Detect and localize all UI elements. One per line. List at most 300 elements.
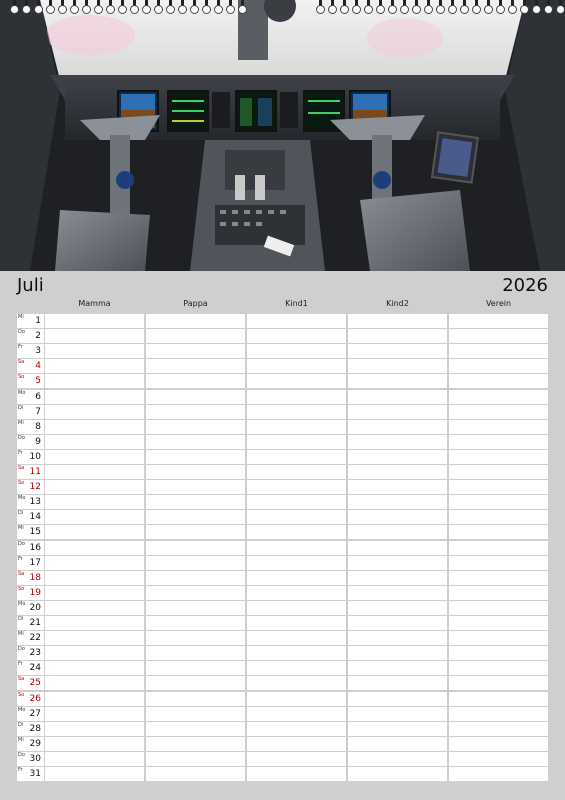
day-number: 31 — [29, 769, 41, 779]
entry-cell-kind1[interactable] — [247, 737, 346, 751]
entry-cell-pappa[interactable] — [146, 646, 245, 660]
entry-cell-pappa[interactable] — [146, 465, 245, 479]
entry-cell-verein[interactable] — [449, 510, 548, 524]
day-row — [17, 586, 548, 600]
entry-cell-verein[interactable] — [449, 405, 548, 419]
entry-cell-kind2[interactable] — [348, 571, 447, 585]
day-row — [17, 465, 548, 479]
entry-cell-verein[interactable] — [449, 722, 548, 736]
entry-cell-pappa[interactable] — [146, 359, 245, 373]
entry-cell-kind2[interactable] — [348, 586, 447, 600]
entry-cell-pappa[interactable] — [146, 601, 245, 615]
day-number: 28 — [29, 723, 41, 734]
entry-cell-mamma[interactable] — [45, 359, 144, 373]
binding-hole — [364, 5, 373, 14]
day-row — [17, 631, 548, 645]
entry-cell-kind1[interactable] — [247, 525, 346, 539]
day-label-cell — [17, 450, 44, 464]
cockpit-photo — [0, 0, 565, 271]
entry-cell-verein[interactable] — [449, 359, 548, 373]
binding-hole — [190, 5, 199, 14]
day-number: 16 — [29, 542, 41, 553]
day-number: 6 — [35, 391, 41, 402]
entry-cell-kind2[interactable] — [348, 631, 447, 645]
weekday-label: Di — [18, 721, 24, 728]
day-label-cell — [17, 510, 44, 524]
binding-hole — [484, 5, 493, 14]
entry-cell-verein[interactable] — [449, 525, 548, 539]
entry-cell-kind1[interactable] — [247, 450, 346, 464]
entry-cell-mamma[interactable] — [45, 586, 144, 600]
day-label-cell — [17, 767, 44, 781]
entry-cell-pappa[interactable] — [146, 405, 245, 419]
entry-cell-kind2[interactable] — [348, 450, 447, 464]
entry-cell-kind1[interactable] — [247, 435, 346, 449]
binding-hole — [532, 5, 541, 14]
entry-cell-pappa[interactable] — [146, 752, 245, 766]
entry-cell-verein[interactable] — [449, 450, 548, 464]
entry-cell-kind2[interactable] — [348, 601, 447, 615]
day-label-cell — [17, 676, 44, 690]
weekday-label: Do — [18, 646, 25, 653]
day-number: 20 — [29, 602, 41, 613]
weekday-label: Mi — [18, 419, 24, 426]
day-row — [17, 510, 548, 524]
weekday-label: Fr — [18, 449, 23, 456]
entry-cell-kind2[interactable] — [348, 465, 447, 479]
binding-hole — [142, 5, 151, 14]
entry-cell-mamma[interactable] — [45, 465, 144, 479]
entry-cell-verein[interactable] — [449, 390, 548, 404]
entry-cell-kind2[interactable] — [348, 405, 447, 419]
entry-cell-mamma[interactable] — [45, 510, 144, 524]
entry-cell-pappa[interactable] — [146, 541, 245, 555]
entry-cell-mamma[interactable] — [45, 329, 144, 343]
entry-cell-pappa[interactable] — [146, 707, 245, 721]
entry-cell-mamma[interactable] — [45, 390, 144, 404]
entry-cell-pappa[interactable] — [146, 586, 245, 600]
day-row — [17, 601, 548, 615]
binding-hole — [10, 5, 19, 14]
entry-cell-pappa[interactable] — [146, 692, 245, 706]
binding-hole — [34, 5, 43, 14]
entry-cell-verein[interactable] — [449, 556, 548, 570]
entry-cell-kind1[interactable] — [247, 344, 346, 358]
entry-cell-kind2[interactable] — [348, 676, 447, 690]
entry-cell-verein[interactable] — [449, 435, 548, 449]
entry-cell-kind1[interactable] — [247, 420, 346, 434]
weekday-label: Sa — [18, 570, 25, 577]
entry-cell-kind1[interactable] — [247, 601, 346, 615]
entry-cell-kind2[interactable] — [348, 616, 447, 630]
entry-cell-pappa[interactable] — [146, 737, 245, 751]
weekday-label: Mi — [18, 736, 24, 743]
entry-cell-kind1[interactable] — [247, 405, 346, 419]
entry-cell-kind2[interactable] — [348, 646, 447, 660]
entry-cell-mamma[interactable] — [45, 571, 144, 585]
weekday-label: Do — [18, 540, 25, 547]
day-row — [17, 314, 548, 328]
entry-cell-verein[interactable] — [449, 767, 548, 781]
day-number: 19 — [29, 587, 41, 598]
entry-cell-verein[interactable] — [449, 737, 548, 751]
day-number: 11 — [29, 467, 41, 477]
entry-cell-pappa[interactable] — [146, 767, 245, 781]
day-number: 18 — [29, 572, 41, 583]
day-row — [17, 405, 548, 419]
entry-cell-pappa[interactable] — [146, 435, 245, 449]
binding-hole — [424, 5, 433, 14]
entry-cell-verein[interactable] — [449, 314, 548, 328]
entry-cell-pappa[interactable] — [146, 329, 245, 343]
day-number: 23 — [29, 648, 41, 659]
entry-cell-kind1[interactable] — [247, 722, 346, 736]
binding-hole — [340, 5, 349, 14]
entry-cell-mamma[interactable] — [45, 556, 144, 570]
entry-cell-pappa[interactable] — [146, 556, 245, 570]
entry-cell-verein[interactable] — [449, 541, 548, 555]
entry-cell-mamma[interactable] — [45, 344, 144, 358]
weekday-label: Mo — [18, 495, 26, 502]
entry-cell-kind1[interactable] — [247, 631, 346, 645]
entry-cell-verein[interactable] — [449, 571, 548, 585]
entry-cell-pappa[interactable] — [146, 390, 245, 404]
day-number: 24 — [29, 663, 41, 674]
entry-cell-verein[interactable] — [449, 752, 548, 766]
binding-hole — [508, 5, 517, 14]
entry-cell-kind1[interactable] — [247, 616, 346, 630]
entry-cell-mamma[interactable] — [45, 646, 144, 660]
day-row — [17, 737, 548, 751]
calendar — [0, 271, 565, 800]
entry-cell-kind1[interactable] — [247, 661, 346, 675]
entry-cell-pappa[interactable] — [146, 314, 245, 328]
day-number: 15 — [29, 527, 41, 538]
entry-cell-kind1[interactable] — [247, 556, 346, 570]
day-row — [17, 722, 548, 736]
entry-cell-kind1[interactable] — [247, 480, 346, 494]
day-label-cell — [17, 359, 44, 373]
entry-cell-kind2[interactable] — [348, 374, 447, 388]
entry-cell-pappa[interactable] — [146, 420, 245, 434]
weekday-label: Do — [18, 329, 25, 336]
binding-hole — [400, 5, 409, 14]
day-label-cell — [17, 495, 44, 509]
day-label-cell — [17, 631, 44, 645]
binding-hole — [202, 5, 211, 14]
day-number: 4 — [35, 361, 41, 372]
entry-cell-pappa[interactable] — [146, 344, 245, 358]
column-header-mamma: Mamma — [78, 299, 111, 308]
day-number: 27 — [29, 708, 41, 719]
entry-cell-kind2[interactable] — [348, 480, 447, 494]
entry-cell-pappa[interactable] — [146, 495, 245, 509]
entry-cell-pappa[interactable] — [146, 510, 245, 524]
day-row — [17, 495, 548, 509]
entry-cell-kind1[interactable] — [247, 329, 346, 343]
binding-hole — [82, 5, 91, 14]
entry-cell-kind1[interactable] — [247, 510, 346, 524]
binding-hole — [448, 5, 457, 14]
binding-hole — [436, 5, 445, 14]
entry-cell-mamma[interactable] — [45, 405, 144, 419]
binding-hole — [352, 5, 361, 14]
day-row — [17, 359, 548, 373]
entry-cell-kind2[interactable] — [348, 707, 447, 721]
weekday-label: So — [18, 480, 25, 487]
day-number: 1 — [35, 316, 41, 326]
day-row — [17, 646, 548, 660]
binding-hole — [178, 5, 187, 14]
entry-cell-kind1[interactable] — [247, 541, 346, 555]
weekday-label: Fr — [18, 661, 23, 668]
entry-cell-pappa[interactable] — [146, 374, 245, 388]
entry-cell-verein[interactable] — [449, 480, 548, 494]
entry-cell-mamma[interactable] — [45, 737, 144, 751]
entry-cell-mamma[interactable] — [45, 601, 144, 615]
entry-cell-mamma[interactable] — [45, 374, 144, 388]
binding-hole — [520, 5, 529, 14]
binding-hole — [388, 5, 397, 14]
entry-cell-kind2[interactable] — [348, 752, 447, 766]
binding-hole — [412, 5, 421, 14]
entry-cell-mamma[interactable] — [45, 752, 144, 766]
day-number: 13 — [29, 497, 41, 508]
entry-cell-pappa[interactable] — [146, 676, 245, 690]
day-row — [17, 374, 548, 388]
weekday-label: So — [18, 691, 25, 698]
entry-cell-verein[interactable] — [449, 495, 548, 509]
day-row — [17, 390, 548, 404]
binding-hole — [70, 5, 79, 14]
entry-cell-mamma[interactable] — [45, 676, 144, 690]
entry-cell-kind2[interactable] — [348, 692, 447, 706]
binding-hole — [106, 5, 115, 14]
entry-cell-verein[interactable] — [449, 374, 548, 388]
entry-cell-kind1[interactable] — [247, 707, 346, 721]
day-number: 2 — [35, 331, 41, 342]
entry-cell-mamma[interactable] — [45, 314, 144, 328]
day-label-cell — [17, 707, 44, 721]
entry-cell-kind2[interactable] — [348, 541, 447, 555]
entry-cell-kind1[interactable] — [247, 676, 346, 690]
entry-cell-kind1[interactable] — [247, 465, 346, 479]
binding-hole — [460, 5, 469, 14]
weekday-label: Mo — [18, 600, 26, 607]
entry-cell-verein[interactable] — [449, 616, 548, 630]
day-number: 14 — [29, 512, 41, 523]
entry-cell-kind2[interactable] — [348, 329, 447, 343]
day-row — [17, 616, 548, 630]
entry-cell-kind2[interactable] — [348, 661, 447, 675]
weekday-label: Mi — [18, 314, 24, 320]
binding-hole — [94, 5, 103, 14]
entry-cell-pappa[interactable] — [146, 616, 245, 630]
day-label-cell — [17, 752, 44, 766]
entry-cell-pappa[interactable] — [146, 525, 245, 539]
day-row — [17, 420, 548, 434]
entry-cell-kind2[interactable] — [348, 525, 447, 539]
entry-cell-verein[interactable] — [449, 631, 548, 645]
entry-cell-mamma[interactable] — [45, 450, 144, 464]
column-header-verein: Verein — [485, 299, 512, 308]
day-label-cell — [17, 314, 44, 328]
day-label-cell — [17, 465, 44, 479]
day-number: 3 — [35, 346, 41, 357]
day-label-cell — [17, 601, 44, 615]
binding-hole — [166, 5, 175, 14]
entry-cell-pappa[interactable] — [146, 571, 245, 585]
binding-hole — [118, 5, 127, 14]
day-label-cell — [17, 541, 44, 555]
entry-cell-verein[interactable] — [449, 676, 548, 690]
day-row — [17, 707, 548, 721]
day-number: 29 — [29, 738, 41, 749]
entry-cell-verein[interactable] — [449, 646, 548, 660]
entry-cell-verein[interactable] — [449, 465, 548, 479]
day-row — [17, 752, 548, 766]
weekday-label: Fr — [18, 344, 23, 351]
day-number: 30 — [29, 753, 41, 764]
entry-cell-kind2[interactable] — [348, 737, 447, 751]
day-label-cell — [17, 374, 44, 388]
entry-cell-pappa[interactable] — [146, 661, 245, 675]
entry-cell-pappa[interactable] — [146, 722, 245, 736]
entry-cell-kind1[interactable] — [247, 495, 346, 509]
entry-cell-verein[interactable] — [449, 420, 548, 434]
entry-cell-kind1[interactable] — [247, 359, 346, 373]
weekday-label: Fr — [18, 767, 23, 773]
day-label-cell — [17, 405, 44, 419]
entry-cell-verein[interactable] — [449, 661, 548, 675]
entry-cell-mamma[interactable] — [45, 525, 144, 539]
weekday-label: Di — [18, 616, 24, 622]
weekday-label: Mi — [18, 525, 24, 532]
binding-hole — [238, 5, 247, 14]
day-label-cell — [17, 344, 44, 358]
entry-cell-kind2[interactable] — [348, 344, 447, 358]
entry-cell-kind1[interactable] — [247, 646, 346, 660]
entry-cell-mamma[interactable] — [45, 707, 144, 721]
weekday-label: So — [18, 374, 25, 381]
entry-cell-mamma[interactable] — [45, 631, 144, 645]
binding-hole — [22, 5, 31, 14]
entry-cell-kind1[interactable] — [247, 374, 346, 388]
entry-cell-kind2[interactable] — [348, 495, 447, 509]
entry-cell-kind2[interactable] — [348, 314, 447, 328]
binding-hole — [214, 5, 223, 14]
binding-hole — [328, 5, 337, 14]
day-row — [17, 435, 548, 449]
day-row — [17, 571, 548, 585]
day-label-cell — [17, 420, 44, 434]
weekday-label: Di — [18, 404, 24, 411]
entry-cell-verein[interactable] — [449, 707, 548, 721]
entry-cell-mamma[interactable] — [45, 495, 144, 509]
day-label-cell — [17, 661, 44, 675]
day-row — [17, 692, 548, 706]
entry-cell-kind1[interactable] — [247, 314, 346, 328]
entry-cell-kind1[interactable] — [247, 752, 346, 766]
weekday-label: Sa — [18, 465, 25, 471]
entry-cell-pappa[interactable] — [146, 631, 245, 645]
entry-cell-verein[interactable] — [449, 586, 548, 600]
entry-cell-mamma[interactable] — [45, 767, 144, 781]
entry-cell-kind2[interactable] — [348, 556, 447, 570]
entry-cell-kind1[interactable] — [247, 767, 346, 781]
binding-hole — [544, 5, 553, 14]
entry-cell-verein[interactable] — [449, 692, 548, 706]
entry-cell-kind2[interactable] — [348, 390, 447, 404]
entry-cell-kind2[interactable] — [348, 435, 447, 449]
day-label-cell — [17, 722, 44, 736]
entry-cell-mamma[interactable] — [45, 692, 144, 706]
day-label-cell — [17, 435, 44, 449]
day-number: 22 — [29, 633, 41, 644]
day-number: 17 — [29, 557, 41, 568]
binding-hole — [472, 5, 481, 14]
entry-cell-kind2[interactable] — [348, 767, 447, 781]
entry-cell-mamma[interactable] — [45, 541, 144, 555]
entry-cell-verein[interactable] — [449, 344, 548, 358]
day-row — [17, 525, 548, 539]
entry-cell-mamma[interactable] — [45, 480, 144, 494]
entry-cell-kind1[interactable] — [247, 571, 346, 585]
column-header-pappa: Pappa — [183, 299, 208, 308]
entry-cell-mamma[interactable] — [45, 722, 144, 736]
entry-cell-kind1[interactable] — [247, 692, 346, 706]
day-row — [17, 767, 548, 781]
day-number: 21 — [29, 618, 41, 628]
day-label-cell — [17, 556, 44, 570]
binding-hole — [58, 5, 67, 14]
entry-cell-kind2[interactable] — [348, 359, 447, 373]
entry-cell-pappa[interactable] — [146, 480, 245, 494]
entry-cell-kind2[interactable] — [348, 510, 447, 524]
entry-cell-kind1[interactable] — [247, 390, 346, 404]
day-label-cell — [17, 525, 44, 539]
weekday-label: So — [18, 585, 25, 592]
binding-hole — [376, 5, 385, 14]
binding-hole — [316, 5, 325, 14]
day-number: 5 — [35, 376, 41, 387]
entry-cell-kind2[interactable] — [348, 420, 447, 434]
weekday-label: Sa — [18, 359, 25, 366]
entry-cell-verein[interactable] — [449, 601, 548, 615]
entry-cell-pappa[interactable] — [146, 450, 245, 464]
entry-cell-mamma[interactable] — [45, 435, 144, 449]
entry-cell-verein[interactable] — [449, 329, 548, 343]
day-label-cell — [17, 329, 44, 343]
weekday-label: Mo — [18, 389, 26, 396]
entry-cell-kind2[interactable] — [348, 722, 447, 736]
weekday-label: Di — [18, 510, 24, 517]
day-number: 10 — [29, 451, 41, 462]
month-title: Juli — [17, 275, 44, 296]
entry-cell-mamma[interactable] — [45, 616, 144, 630]
entry-cell-mamma[interactable] — [45, 661, 144, 675]
day-label-cell — [17, 586, 44, 600]
entry-cell-mamma[interactable] — [45, 420, 144, 434]
column-header-kind1: Kind1 — [285, 299, 308, 308]
entry-cell-kind1[interactable] — [247, 586, 346, 600]
day-number: 25 — [29, 678, 41, 689]
day-number: 7 — [35, 406, 41, 417]
binding-hole — [46, 5, 55, 14]
day-number: 9 — [35, 436, 41, 447]
day-row — [17, 661, 548, 675]
day-label-cell — [17, 480, 44, 494]
